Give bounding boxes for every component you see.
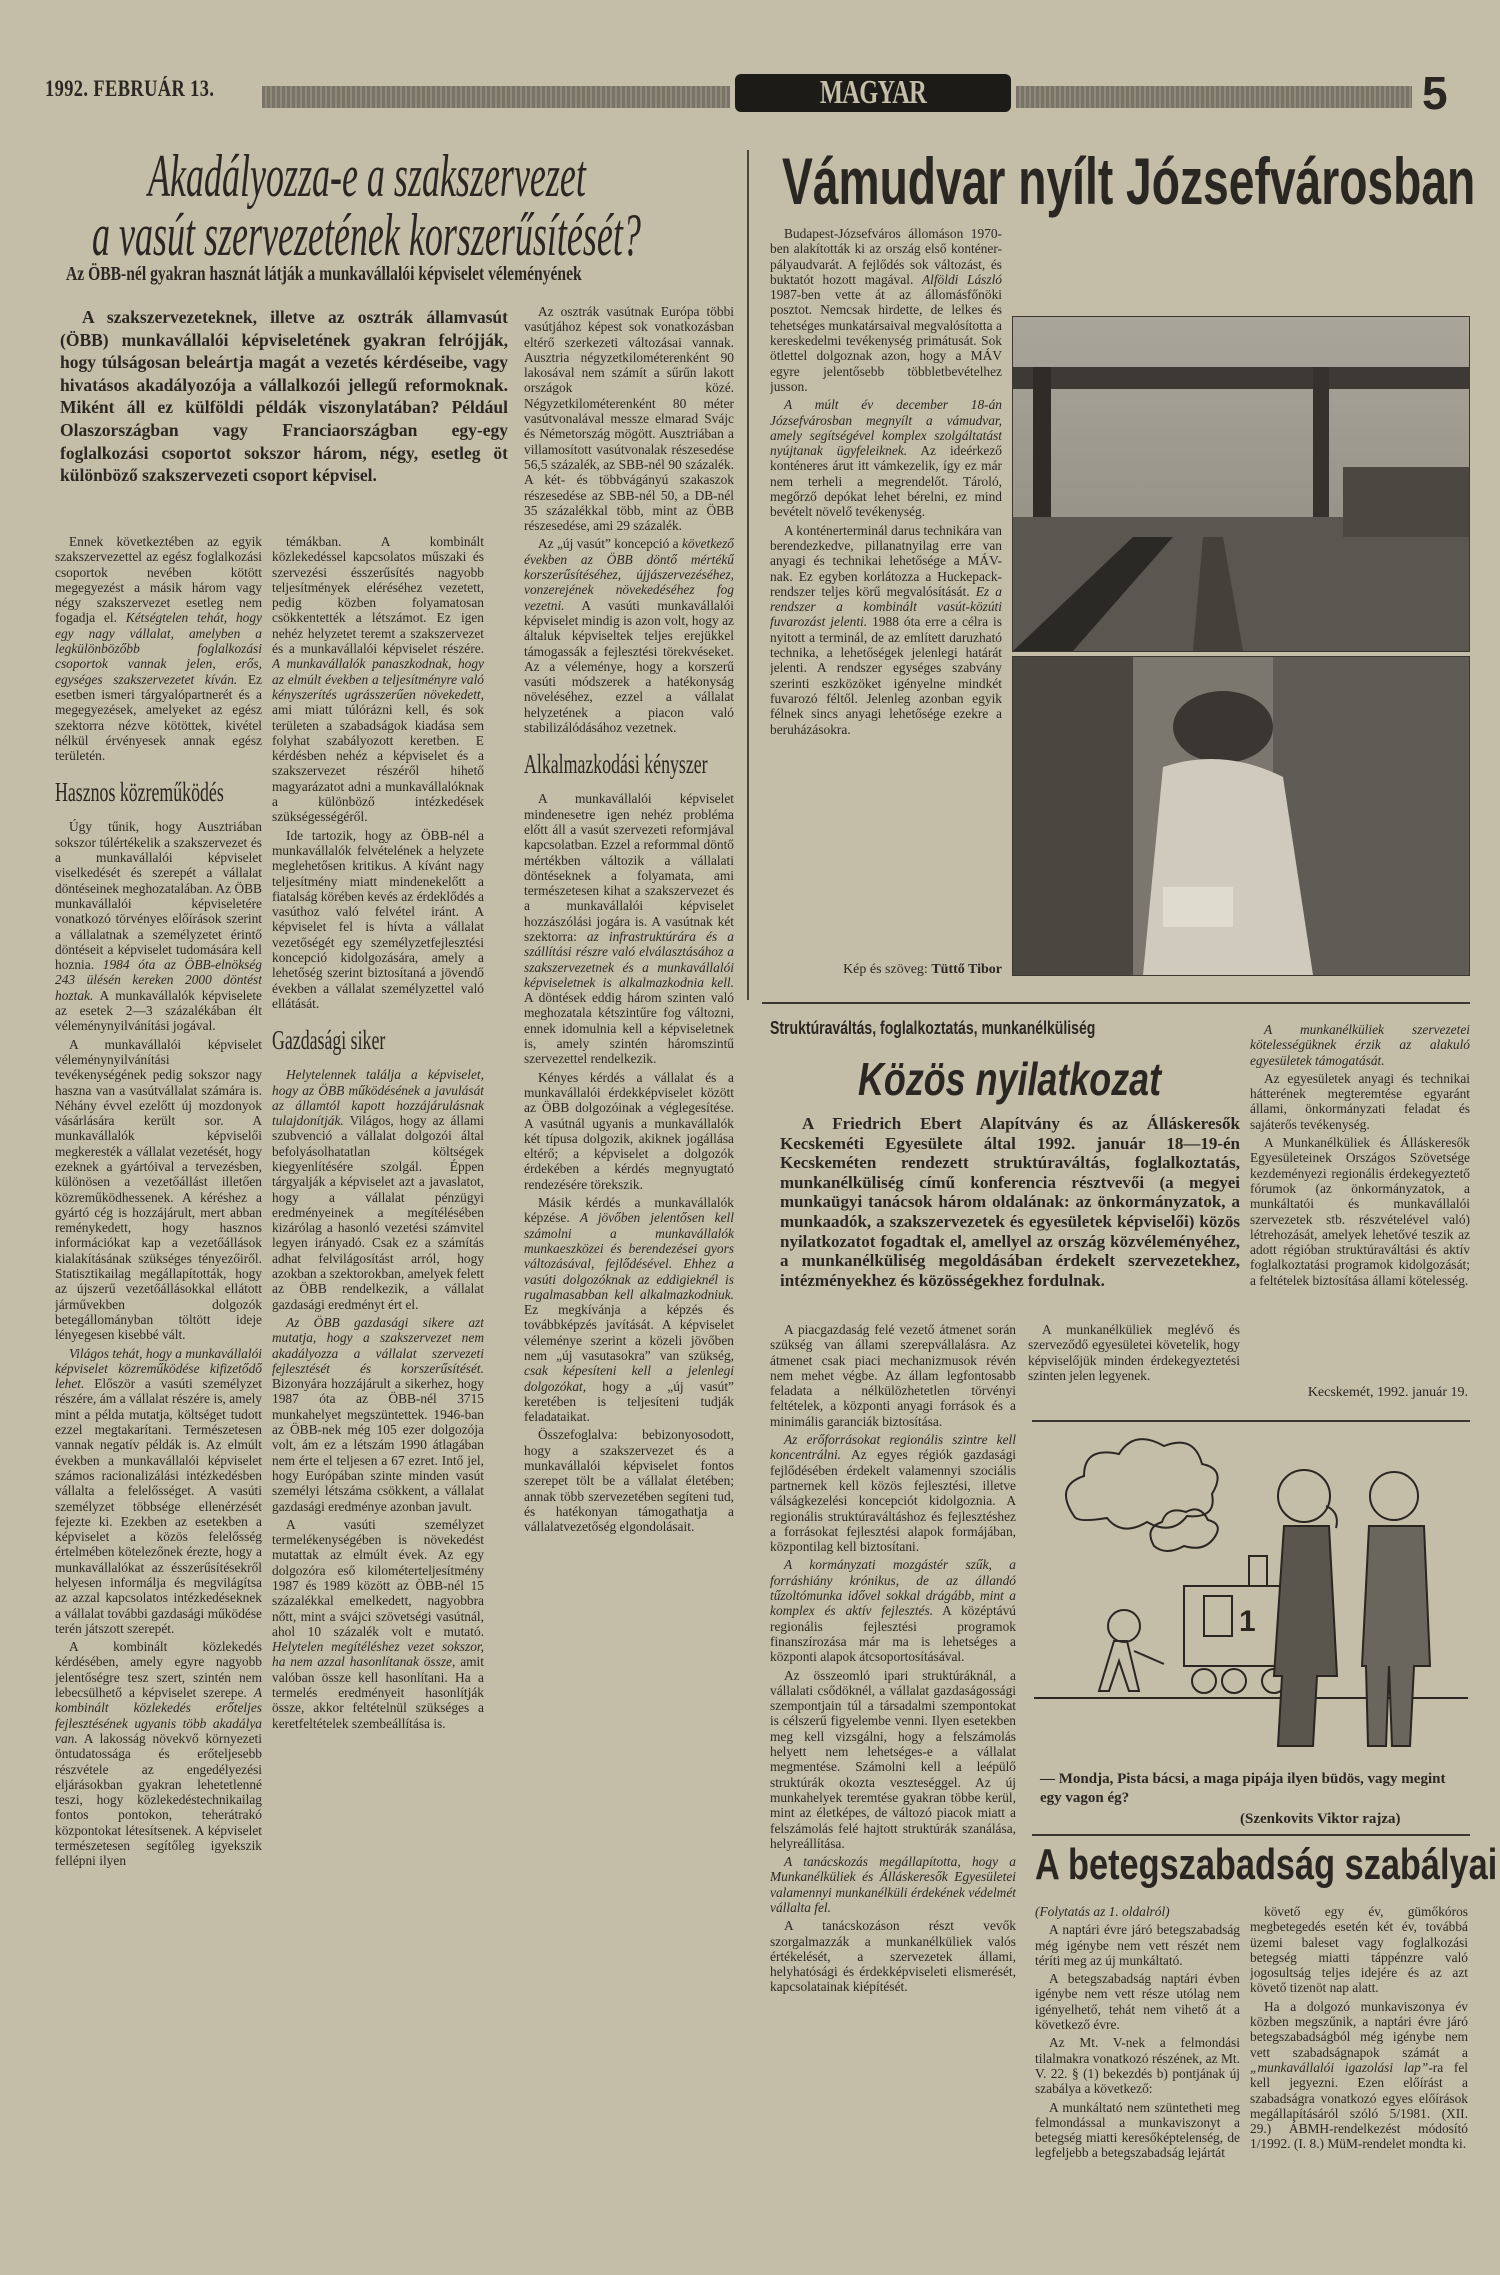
text: Összefoglalva: bebizonyosodott, hogy a szakszervezet és a munkavállalói képviselet fontos szerepet tölt be a vállalat életében; annak több szervezetében segíteni tud, és hatékonyan támogathatja a vállalatvezetőség elgondolásait. (524, 1427, 734, 1535)
text: A piacgazdaság felé vezető átmenet során szükség van állami szerepvállalásra. Az átmenet csak piaci mechanizmusok révén nem mehet végbe. Az állam legfontosabb feladata a nélkülözhetetlen törvényi feltételek, a központi anyagi források és a minimális garanciák biztosítása. (770, 1322, 1016, 1429)
paragraph (770, 1322, 1016, 1429)
paragraph (1250, 1904, 1468, 1996)
paragraph (770, 1432, 1016, 1554)
emphasis-text: A múlt év december 18-án Józsefvárosban megnyílt a vámudvar, amely segítségével komplex szolgáltatást nyújtanak ügyfeleiknek. (770, 397, 1002, 459)
vamudvar-headline: Vámudvar nyílt Józsefvárosban (782, 144, 1476, 218)
text: Az egyes régiók gazdasági fejlődésében érdekelt valamennyi szociális partnernek kell közös fejlesztési, illetve válságkezelési koncepciót kidolgoznia. A regionális struktúraváltáshoz és fejlesztéshez a forrásokat fejlesztési alapok formájában, központilag kell biztosítani. (770, 1447, 1016, 1555)
emphasis-text: az infrastruktúrára és a szállítási részre való elválasztásához a szakszervezetnek és a munkavállalói képviseletnek is alkalmazkodnia kell. (524, 928, 734, 990)
article-subhead: Az ÖBB-nél gyakran hasznát látják a munkavállalói képviselet véleményének (66, 263, 582, 285)
text: A munkavállalók képviselete az esetek 2—3 százalékában élt véleménynyilvánítási jogával. (55, 987, 262, 1034)
emphasis-text: A jövőben jelentősen kell számolni a munkavállalók munkaeszközei és berendezései gyors változásával, fejlődésével. Ehhez a vasúti dolgozóknak az eddigieknél is rugalmasabban kell alkalmazkodniuk. (524, 1210, 734, 1302)
masthead-bar-right (1016, 86, 1412, 108)
text: Az Mt. V-nek a felmondási tilalmakra vonatkozó részének, az Mt. V. 22. § (1) bekezdés b) pontjának új szabálya a következő: (1035, 2035, 1240, 2097)
text: A betegszabadság naptári évben igénybe nem vett része utólag nem igényelhető, tehát nem vihető át a következő évre. (1035, 1971, 1240, 2033)
paragraph (1035, 2035, 1240, 2096)
emphasis-text: Az ÖBB gazdasági sikere azt mutatja, hogy a szakszervezet nem akadályozza a vállalat szervezeti fejlesztését és korszerűsítését. (272, 1314, 484, 1376)
paragraph (55, 1346, 262, 1637)
text: A döntések eddig három szinten való meghozatala kétszintűre fog változni, ennek idomulnia kell a képviseletnek is, amely szintén háromszintű szervezettel rendelkezik. (524, 990, 734, 1067)
kozos-column-3 (1250, 1022, 1470, 1377)
paragraph (770, 1557, 1016, 1664)
container-crane-photo (1013, 317, 1469, 651)
cartoon (1034, 1426, 1468, 1766)
text: Bizonyára hozzájárult a sikerhez, hogy 1987 óta az ÖBB-nél 3715 munkahelyet megszüntettek. 1946-ban az ÖBB-nek még 105 ezer dolgozója volt, ám ez a létszám 1990 átlagában nem érte el teljesen a 67 ezret. Intő jel, hogy Európában szinte minden vasút személyi létszáma csökkent, a vállalat gazdasági eredménye azonban javult. (272, 1376, 484, 1514)
section-heading: Gazdasági siker (272, 1025, 386, 1056)
text: A vasúti munkavállalói képviselet mindig is azon volt, hogy az általuk képviseltek teljes erejükkel támogassák a fejlesztési törekvéseket. Az a véleménye, hogy a korszerű vasúti módszerek a hatékonyság növeléséhez, ezzel a vállalat helyzetének a piacon való stabilizálódásához vezetnek. (524, 597, 734, 736)
issue-date: 1992. FEBRUÁR 13. (45, 76, 215, 101)
paragraph (770, 1668, 1016, 1852)
emphasis-text: Helytelen megítéléshez vezet sokszor, ha nem azzal hasonlítanak össze, (272, 1639, 484, 1670)
man-with-pipe-figure (1274, 1470, 1337, 1746)
kozos-dateline: Kecskemét, 1992. január 19. (1307, 1385, 1468, 1400)
kozos-column-1 (770, 1322, 1016, 2267)
paragraph (1250, 1135, 1470, 1288)
text: Másik kérdés a munkavállalók képzése. (524, 1195, 734, 1226)
text: Úgy tűnik, hogy Ausztriában sokszor túlértékelik a szakszervezet és a munkavállalói képviselet viselkedését és szerepét a vállalat döntéseinek meghozatalában. Az ÖBB munkavállalói képviseletére vonatkozó törvényes előírások szerint a vállalatnak a személyzetet érintő döntéseit a képviselet tudomására kell hoznia. (55, 819, 262, 973)
text: ami miatt túlórázni kell, és sok területen a szabadságok kiadása sem folyhat szabályozott keretben. E kérdésben nehéz a képviselet és a szakszervezet részéről hihető magyarázatot adni a munkavállalóknak a különböző intézkedések szükségességéről. (272, 702, 484, 825)
text: A munkavállalói képviselet véleménynyilvánítási tevékenységének pedig sokszor nagy haszna van a vasútvállalat számára is. Néhány évvel ezelőtt új mozdonyok vásárlására került sor. A munkavállalók képviselői megkeresték a vállalat vezetését, hogy ezeknek a gyártóival a tervezésben, különösen a vezetőállást illetően közreműködhessenek. A kéréshez a gyártó cég is hozzájárult, mert abban reménykedett, hogy hasznos információkat kap a vezetőállások kialakításának szükséges tényezőiről. Statisztikailag megállapították, hogy az újszerű vezetőállásokkal ellátott járművekben dolgozók betegállományban töltött ideje lényegesen kisebbé vált. (55, 1036, 262, 1343)
text: Az osztrák vasútnak Európa többi vasútjához képest sok vonatkozásban eltérő szerkezeti változásai vannak. Ausztria négyzetkilométerenként 90 lakosával nem számít a sűrűn lakott országok közé. Négyzetkilométerenként 80 méter vasútvonalával messze elmarad Svájc és Németország mögött. Ausztriában a villamosított vasútvonalak részesedése 56,5 százalék, az SBB-nél 90 százalék. A két- és többvágányú szakaszok részesedése az SBB-nél 50, a DB-nél 35 százalékkal több, mint az ÖBB részesedése, ami 29 százalék. (524, 304, 734, 534)
paragraph (770, 397, 1002, 519)
text: Világos, hogy az állami szubvenció a vállalat dolgozói által befolyásolhatatlan költségek kiegyenlítésére szolgál. Éppen tárgyalják a képviselet azt a javaslatot, hogy a vállalat pénzügyi eredményeinek a megítélésében kizárólag a hasonló vezetési számvitel legyen irányadó. Csak ez a számítás adhat felvilágosítást arról, hogy azokban a szektorokban, amelyek felett az ÖBB rendelkezik, a vállalat gazdasági eredményt ért el. (272, 1113, 484, 1312)
paragraph (55, 1639, 262, 1868)
kozos-column-2 (1028, 1322, 1240, 1412)
newspaper-logo (735, 74, 1011, 149)
text: A munkanélküliek meglévő és szerveződő egyesületei követelik, hogy képviselőjük minden érdekegyeztetési szinten jelen legyenek. (1028, 1322, 1240, 1383)
credit-label: Kép és szöveg: (843, 962, 928, 977)
text: Kényes kérdés a vállalat és a munkavállalói érdekképviselet között az ÖBB dolgozóinak a véglegesítése. A vasútnál ugyanis a munkavállalók két típusa dolgozik, akiknek jogállása eltérő; a képviselet a dolgozók érdekében a kérdés megnyugtató rendezésére törekszik. (524, 1069, 734, 1192)
emphasis-text: Alföldi László (921, 271, 1002, 287)
cartoon-drawing (1034, 1426, 1468, 1766)
beteg-column-2 (1250, 1904, 1468, 2229)
emphasis-text: A tanácskozás megállapította, hogy a Munkanélküliek és Álláskeresők Egyesületei valamennyi munkanélküli érdekének védelmét vállalta fel. (770, 1854, 1016, 1915)
emphasis-text: A kombinált közlekedés erőteljes fejlesztésének ugyanis több akadálya van. (55, 1685, 262, 1746)
newspaper-name: MAGYAR VASUTAS (819, 74, 927, 149)
text: Budapest-Józsefváros állomáson 1970-ben alakították ki az ország első konténer-pályaudvarát. A fejlődés sok változást, és buktatót hozott magával. (770, 226, 1002, 287)
cartoon-bottom-rule (1032, 1834, 1470, 1836)
locomotive-number: 1 (1239, 1605, 1256, 1638)
text: Ez megkívánja a képzés és továbbképzés javítását. A képviselet véleménye szerint a közeli jövőben nem „új vasutasokra” van szükség, (524, 1302, 734, 1363)
page-number: 5 (1422, 67, 1448, 119)
text: Az egyesületek anyagi és technikai hátterének megteremtése egyaránt állami, önkormányzati feladat és sajáterős tevékenység. (1250, 1070, 1470, 1132)
text: témákban. A kombinált közlekedéssel kapcsolatos műszaki és szervezési ésszerűsítés nagyobb teljesítmények eléréséhez vezetett, pedig közben folyamatosan csökkentették a létszámot. Ez igen nehéz helyzetet teremt a szakszervezet és a munkavállalói képviselet részére. (272, 534, 484, 657)
beteg-headline: A betegszabadság szabályai (1035, 1840, 1498, 1889)
article-column-2 (272, 534, 484, 2264)
emphasis-text: „munkavállalói igazolási lap” (1250, 2059, 1429, 2075)
text: A vasúti személyzet termelékenységében is növekedést mutattak az elmúlt évek. Az egy dolgozóra eső kilométerteljesítmény 1987 és 1989 között az ÖBB-nél 15 százalékkal emelkedett, nagyobbra nőtt, mint a svájci szövetségi vasútnál, ahol 10 százalék volt e mutató. (272, 1516, 484, 1639)
paragraph (272, 1067, 484, 1312)
paragraph (1035, 1922, 1240, 1968)
paragraph (55, 819, 262, 1033)
section-divider (762, 1002, 1470, 1004)
headline-line-2: a vasút szervezetének korszerűsítését? (92, 202, 641, 268)
emphasis-text: következő években az ÖBB döntő mértékű korszerűsítéséhez, újjászervezéséhez, vonzerejének növekedéséhez fog vezetni. (524, 536, 734, 613)
article-column-3 (524, 304, 734, 2264)
text: Először a vasúti személyzet részére, ám a vállalat részére is, amely mint a példa mutatja, költséget tudott ezzel megtakarítani. Természetesen vannak negatív példák is. Az elmúlt években a munkavállalói képviselet számos racionalizálási intézkedésben vállalta a felelősséget. A vasúti személyzet többsége ellenérzését fejezte ki. Ezekben az esetekben a képviselet a közös felelősség értelmében kötelezőnek érezte, hogy a munkavállalókat az ésszerűsítésekről helyesen informálja és megvilágítsa az azzal kapcsolatos intézkedéseknek a vállalat további gazdasági működése terén játszott szerepét. (55, 1376, 262, 1636)
column-divider (747, 150, 749, 1000)
text: A konténerterminál darus technikára van berendezkedve, pillanatnyilag erre van anyagi és technikai lehetősége a MÁV-nak. Ez egyben korlátozza a Huckepack-rendszer teljes körű megvalósítását. (770, 522, 1002, 599)
text: A munkáltató nem szüntetheti meg felmondással a munkaviszonyt a betegség miatti keresőképtelenség, de legfeljebb a betegszabadság lejártát (1035, 2099, 1240, 2161)
emphasis-text: 1984 óta az ÖBB-elnökség 243 ülésén kereken 2000 döntést hoztak. (55, 957, 262, 1003)
text: Az ideérkező konténeres árut itt vámkezelik, így ez már nem terheli a megrendelőt. Tároló, megőrző depókat lehet bérelni, ez mind bevételt növelő tevékenység. (770, 443, 1002, 520)
text: -ra fel kell jegyezni. Ezen előírást a szabadságra vonatkozó egyes előírások megállapításáról szóló 5/1981. (XII. 29.) ÁBMH-rendelkezést módosító 1/1992. (I. 8.) MüM-rendelet mondta ki. (1250, 2059, 1468, 2152)
paragraph (1250, 1022, 1470, 1068)
paragraph (272, 534, 484, 825)
emphasis-text: A kormányzati mozgástér szűk, a forráshiány krónikus, de az állandó tűzoltómunka idővel sokkal drágább, mint a komplex és aktív fejlesztés. (770, 1557, 1016, 1619)
text: A munkavállalói képviselet mindenesetre igen nehéz probléma előtt áll a vasút szervezeti reformjával kapcsolatban. Ezzel a reformmal döntő mértékben változik a vállalati döntéseknek a folyamata, ami természetesen kihat a szakszervezet és a munkavállalói képviselet hozzászólási jogára is. A vasútnak két szektorra: (524, 791, 734, 944)
beteg-column-1 (1035, 1904, 1240, 2229)
text: Az „új vasút” koncepció a (538, 536, 682, 552)
text: Ez esetben ismeri tárgyalópartnerét és a megegyezések, amelyeket az egész szektorra nézve kötöttek, kivétel nélkül érvényesek annak egész területén. (55, 671, 262, 764)
paragraph (55, 1037, 262, 1343)
credit-name: Tüttő Tibor (931, 962, 1002, 977)
text: Ide tartozik, hogy az ÖBB-nél a munkavállalók felvételének a helyzete meglehetősen kritikus. A kívánt nagy teljesítmény miatt mindenekelőtt a fiatalság körében kevés az érdeklődés a vasúthoz való felvétel iránt. A képviselet fel is hívta a vállalat vezetőségét egy személyzetfejlesztési koncepció kidolgozására, amely a lehetőség szerint biztosítaná a jövendő években a vállalat személyzettel való ellátását. (272, 827, 484, 1011)
section-heading: Hasznos közreműködés (55, 777, 224, 808)
emphasis-text: Ez a rendszer a kombinált vasút-közúti fuvarozást jelenti. (770, 583, 1002, 630)
emphasis-text: csak képesíteni kell a jelenlegi dolgozókat, (524, 1363, 734, 1394)
text: A naptári évre járó betegszabadság még igénybe nem vett részét nem téríti meg az új munkáltató. (1035, 1922, 1240, 1968)
kozos-headline: Közös nyilatkozat (858, 1053, 1162, 1105)
worker-photo (1013, 657, 1469, 975)
article-lead: A szakszervezeteknek, illetve az osztrák államvasút (ÖBB) munkavállalói képviseletének gyakran felrójják, hogy túlságosan beleártja magát a vezetés kérdéseibe, vagy hivatásos akadályozója a vállalkozói jellegű reformoknak. Miként áll ez külföldi példák viszonylatában? Például Olaszországban vagy Franciaországban egy-egy foglalkozási csoportot sokszor három, négy, esetleg öt különböző szakszervezeti csoport képvisel. (60, 307, 508, 486)
paragraph (524, 1427, 734, 1534)
small-man-figure (1099, 1610, 1164, 1691)
paragraph (272, 828, 484, 1012)
text: A lakosság növekvő környezeti öntudatossága és erőteljesebb részvétele az engedélyezési eljárásokban gyakran lehetetlenné teszi, hogy közlekedéstechnikailag fontos pontokon, teherátrakó központokat létesítsenek. A képviselet természetesen segítőleg igyekszik fellépni ilyen (55, 1730, 262, 1869)
text: Ennek következtében az egyik szakszervezettel az egész foglalkozási csoportok nevében kötött megegyezést a másik három vagy négy szakszervezet esetleg nem fogadja el. (55, 534, 262, 626)
emphasis-text: Kétségtelen tehát, hogy egy nagy vállalat, amelyben a legkülönbözőbb foglalkozási csoportok vannak jelen, erős, egységes szakszervezetet kíván. (55, 610, 262, 687)
text: A középtávú regionális fejlesztési programok finanszírozása már ma is lehetséges a központi alapok átcsoportosításával. (770, 1603, 1016, 1665)
paragraph (1250, 1999, 1468, 2152)
article-column-1 (55, 534, 262, 2264)
vamudvar-text (770, 226, 1002, 956)
paragraph (524, 1070, 734, 1192)
cartoon-caption: — Mondja, Pista bácsi, a maga pipája ilyen büdös, vagy megint egy vagon ég? (1040, 1771, 1446, 1806)
paragraph (770, 1918, 1016, 1994)
text: A Munkanélküliek és Álláskeresők Egyesületeinek Országos Szövetsége kezdeményezi regionális érdekegyeztető fórumok (az önkormányzatok, a munkáltatói és munkavállalói szervezetek stb. részvételével való) létrehozását, amelyek lehetővé teszik az adott régióban struktúraváltási és aktív foglalkoztatási programok kidolgozását; a feltételek biztosítása állami kötelesség. (1250, 1135, 1470, 1288)
paragraph (524, 791, 734, 1066)
kozos-lead: A Friedrich Ebert Alapítvány és az Álláskeresők Kecskeméti Egyesülete által 1992. január 18—19-én Kecskeméten rendezett struktúraváltás, foglalkoztatás, munkanélküliség című konferencia résztvevői (a megyei munkaügyi tanácsok három oldalának: az önkormányzatok, a munkaadók, a szakszervezetek és egyesületek képviselői) közös nyilatkozatot fogadtak el, amellyel az ország közvéleményéhez, a munkanélküliség megoldásában érdekelt szervezetekhez, intézményekhez és közösségekhez fordulnak. (780, 1114, 1240, 1290)
photo-railway-worker (1012, 656, 1470, 976)
paragraph (524, 1195, 734, 1424)
masthead-bar-left (262, 86, 730, 108)
section-heading: Alkalmazkodási kényszer (524, 749, 708, 780)
emphasis-text: Helytelennek találja a képviselet, hogy az ÖBB működésének a javulását az államtól kapott hozzájárulásnak tulajdonítják. (272, 1067, 484, 1129)
text: A kombinált közlekedés kérdésében, amely egyre nagyobb jelentőségre tesz szert, szintén nem lebecsülhető a képviselet szerepe. (55, 1639, 262, 1701)
text: 1987-ben vette át az állomásfőnöki posztot. Nemcsak hirdette, de lelkes és tehetséges munkatársaival megvalósította a kereskedelmi tevékenység primátusát. Sok ötlettel dolgoznak azon, hogy a MÁV egyre jelentősebb többletbevételhez jusson. (770, 287, 1002, 394)
emphasis-text: A munkavállalók panaszkodnak, hogy az elmúlt években a teljesítményre való kényszerítés ugrásszerűen növekedett, (272, 656, 484, 702)
paragraph (524, 536, 734, 735)
paragraph (770, 226, 1002, 394)
emphasis-text: Az erőforrásokat regionális szintre kell koncentrálni. (770, 1432, 1016, 1463)
smoke-cloud (1066, 1439, 1218, 1551)
paragraph (272, 1517, 484, 1731)
young-man-figure (1362, 1472, 1430, 1746)
paragraph (770, 523, 1002, 737)
text: hogy a „új vasút” keretében is teljesíteni tudják feladataikat. (524, 1378, 734, 1425)
paragraph (272, 1315, 484, 1514)
beteg-column-1-text (1035, 1922, 1240, 2160)
photo-container-terminal (1012, 316, 1470, 652)
text: amit valóban össze kell hasonlítani. Ha a termelés eredményeit hasonlítják össze, akkor feltételnül szükséges a keretfeltételek szembeállítása is. (272, 1654, 484, 1731)
emphasis-text: Világos tehát, hogy a munkavállalói képviselet közreműködése kifizetődő lehet. (55, 1345, 262, 1392)
kozos-kicker: Struktúraváltás, foglalkoztatás, munkanélküliség (770, 1018, 1096, 1038)
paragraph (770, 1854, 1016, 1915)
paragraph (1035, 2100, 1240, 2161)
paragraph (55, 534, 262, 763)
cartoon-top-rule (1032, 1420, 1470, 1422)
continued-note: (Folytatás az 1. oldalról) (1035, 1904, 1170, 1919)
paragraph (1250, 1071, 1470, 1132)
photo-credit (770, 962, 1002, 978)
text: Az összeomló ipari struktúráknál, a vállalati csődöknél, a vállalat gazdaságossági szempontjain túl a társadalmi szempontokat is célszerű figyelembe venni. Ilyen esetekben meg kell vizsgálni, hogy a felszámolás helyett nem lehetséges-e a vállalat megmentése. Számolni kell a leépülő struktúrák okozta veszteséggel. Az új munkahelyek teremtése gyakran többe kerül, mint az életképes, de változó piacok miatt a felszámolás felé hajtott struktúrák szanálása, helyreállítása. (770, 1667, 1016, 1851)
text: követő egy év, gümőkóros megbetegedés esetén két év, továbbá üzemi baleset vagy foglalkozási betegség miatti táppénzre való jogosultság teljes idejére és az azt követő tizenöt nap alatt. (1250, 1904, 1468, 1996)
headline-line-1: Akadályozza-e a szakszervezet (148, 143, 586, 209)
text: Ha a dolgozó munkaviszonya év közben megszűnik, a naptári évre járó betegszabadságból még igénybe nem vett szabadságnapok számát a (1250, 1998, 1468, 2060)
text: 1988 óta erre a célra is nyitott a terminál, de az említett daruzható technika, a lehetőségek jelenlegi határát jelenti. A rendszer egységes szabvány szerinti eszközöket igényelne mindkét fuvarozó féltől. Jelenleg azonban egyik félnek sincs anyagi lehetősége ezekre a beruházásokra. (770, 614, 1002, 737)
paragraph (524, 304, 734, 533)
text: A tanácskozáson részt vevők szorgalmazzák a munkanélküliek valós értékelését, a szervezetek állami, helyhatósági és érdekképviseleti elismerését, kapcsolatainak kiépítését. (770, 1918, 1016, 1995)
paragraph (1028, 1322, 1240, 1383)
emphasis-text: A munkanélküliek szervezetei kötelességüknek érzik az alakuló egyesületek támogatását. (1250, 1022, 1470, 1068)
paragraph (1035, 1971, 1240, 2032)
cartoon-credit: (Szenkovits Viktor rajza) (1240, 1811, 1401, 1827)
